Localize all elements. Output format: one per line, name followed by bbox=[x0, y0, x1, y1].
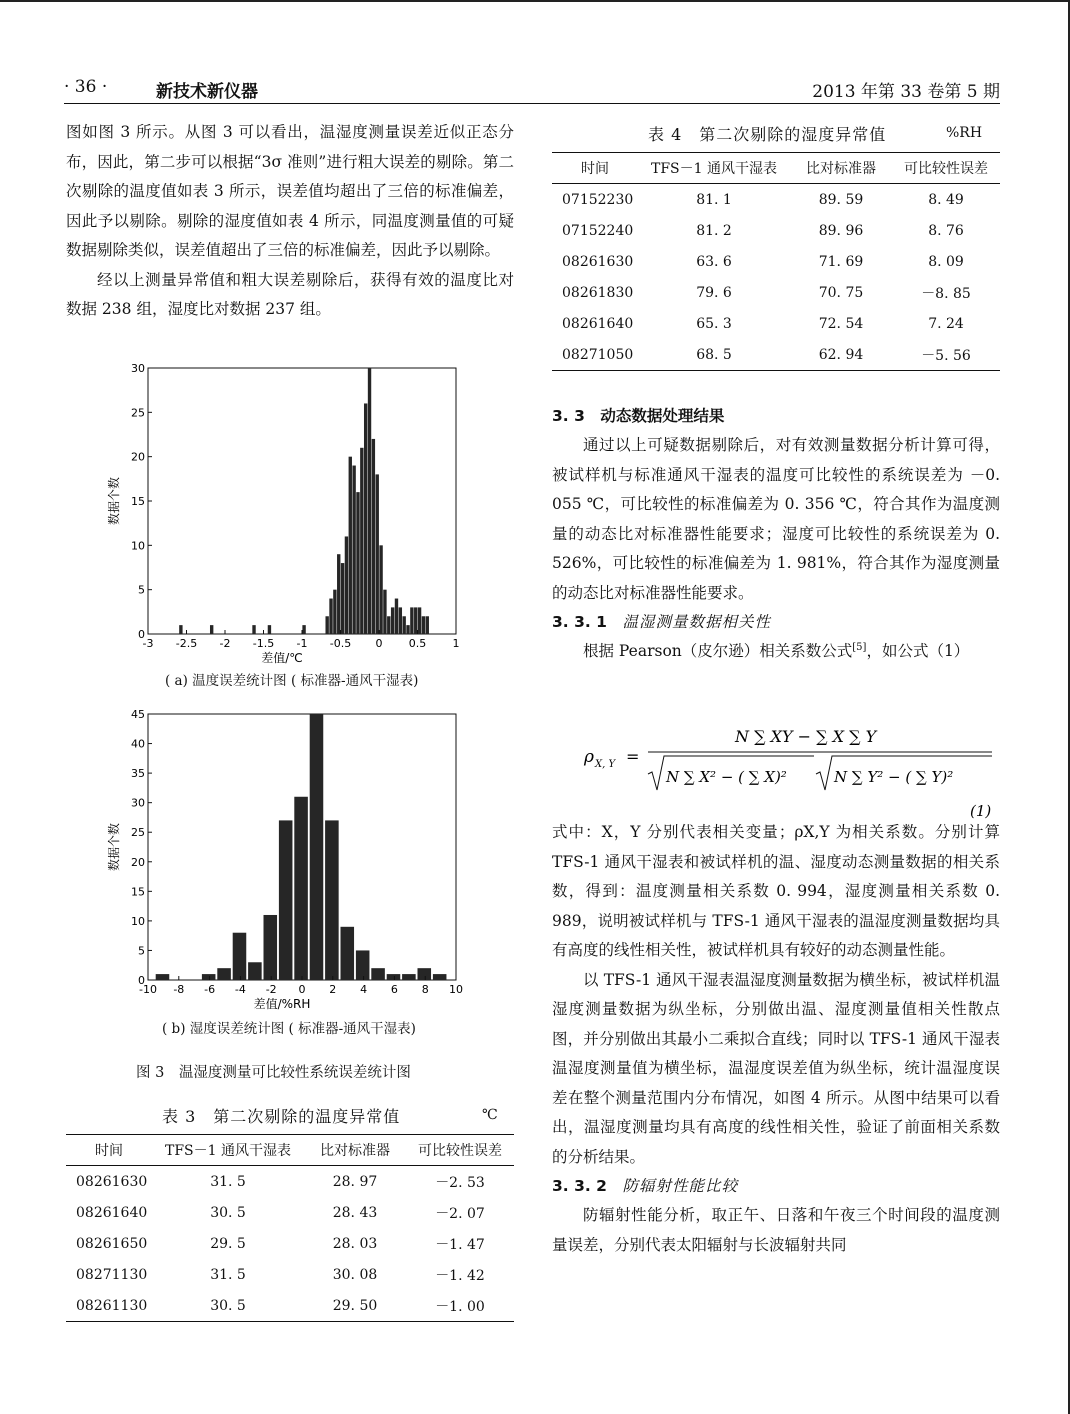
table-header: 可比较性误差 bbox=[406, 1135, 514, 1166]
x-tick-label: 0.5 bbox=[408, 637, 427, 650]
histogram-bar bbox=[422, 616, 425, 634]
table-header: 时间 bbox=[552, 153, 638, 184]
histogram-bar bbox=[402, 616, 405, 634]
histogram-bar bbox=[349, 457, 352, 634]
histogram-bar bbox=[371, 968, 385, 980]
table-cell: 8. 76 bbox=[928, 222, 964, 239]
table-cell: 08261630 bbox=[562, 253, 634, 270]
histogram-bar bbox=[368, 368, 371, 634]
svg-text:N ∑ Y² − ( ∑ Y)²: N ∑ Y² − ( ∑ Y)² bbox=[834, 768, 954, 786]
table-cell: 08261130 bbox=[66, 1290, 152, 1322]
histogram-bar bbox=[360, 448, 363, 634]
table-cell: 28. 97 bbox=[332, 1173, 378, 1190]
table-row bbox=[552, 277, 1000, 308]
table-cell: 81. 2 bbox=[696, 222, 732, 239]
histogram-bar bbox=[210, 625, 213, 634]
y-tick-label: 10 bbox=[131, 914, 145, 928]
table-header: 比对标准器 bbox=[304, 1135, 406, 1166]
pearson-formula bbox=[552, 716, 1000, 826]
histogram-bar bbox=[345, 536, 348, 634]
table-cell: 72. 54 bbox=[818, 315, 864, 332]
x-tick-label: -8 bbox=[173, 983, 185, 996]
table-row bbox=[66, 1228, 514, 1259]
histogram-bar bbox=[379, 545, 382, 634]
histogram-bar bbox=[356, 492, 359, 634]
table-cell: 62. 94 bbox=[790, 339, 892, 371]
paragraph: 图如图 3 所示。从图 3 可以看出，温湿度测量误差近似正态分布，因此，第二步可以根据“3σ 准则”进行粗大误差的剔除。第二次剔除的温度值如表 3 所示，误差值均超出了三倍的标准偏差，因此予以剔除。剔除的湿度值如表 4 所示，同温度测量值的可疑数据剔除类似，误差值超出了三倍的标准偏差，因此予以剔除。 bbox=[66, 123, 514, 259]
table3-title: 表 3 第二次剔除的温度异常值 bbox=[162, 1107, 401, 1126]
page-number: · 36 · bbox=[64, 77, 108, 97]
y-tick-label: 0 bbox=[138, 974, 145, 987]
x-axis-label: 差值/%RH bbox=[253, 997, 311, 1011]
x-tick-label: 6 bbox=[390, 983, 398, 996]
histogram-bar bbox=[356, 950, 370, 980]
histogram-bar bbox=[333, 590, 336, 634]
header-rule bbox=[64, 103, 1000, 104]
table-cell: 70. 75 bbox=[818, 284, 864, 301]
histogram-bar bbox=[233, 933, 247, 980]
x-tick-label: 4 bbox=[360, 983, 368, 996]
histogram-bar bbox=[325, 820, 339, 980]
y-tick-label: 30 bbox=[131, 362, 145, 375]
histogram-bar bbox=[252, 625, 255, 634]
table4-title: 表 4 第二次剔除的湿度异常值 bbox=[648, 125, 887, 144]
histogram-bar bbox=[341, 927, 355, 980]
table-cell: 7. 24 bbox=[928, 315, 964, 332]
x-tick-label: -3 bbox=[142, 637, 154, 650]
table4-unit: %RH bbox=[946, 125, 983, 141]
histogram-bar bbox=[294, 797, 308, 980]
section-number: 3. 3. 1 bbox=[552, 613, 607, 631]
table-cell: 08271130 bbox=[76, 1266, 148, 1283]
y-tick-label: 10 bbox=[131, 539, 145, 553]
y-tick-label: 45 bbox=[131, 708, 145, 721]
table-row bbox=[552, 215, 1000, 246]
y-tick-label: 15 bbox=[131, 885, 145, 899]
table-cell: 79. 6 bbox=[696, 284, 732, 301]
histogram-bar bbox=[264, 915, 278, 980]
table-cell: －8. 85 bbox=[921, 285, 971, 302]
table-cell: 30. 5 bbox=[152, 1290, 304, 1322]
paragraph bbox=[552, 637, 1000, 667]
table-cell: 68. 5 bbox=[638, 339, 790, 371]
running-header bbox=[64, 74, 1000, 104]
table-cell: 07152230 bbox=[562, 191, 634, 208]
histogram-bar bbox=[376, 474, 379, 634]
section-heading-3-3-1 bbox=[552, 608, 1000, 637]
table4 bbox=[552, 152, 1000, 371]
histogram-bar bbox=[302, 625, 305, 634]
table-row bbox=[552, 246, 1000, 277]
table-header: 时间 bbox=[66, 1135, 152, 1166]
histogram-bar bbox=[426, 616, 429, 634]
histogram-bar bbox=[410, 607, 413, 634]
table-cell: －1. 42 bbox=[435, 1267, 485, 1284]
table-cell: 31. 5 bbox=[210, 1266, 246, 1283]
svg-text:N ∑ X² − ( ∑ X)²: N ∑ X² − ( ∑ X)² bbox=[666, 768, 787, 786]
section-title: 温湿测量数据相关性 bbox=[622, 613, 771, 631]
x-tick-label: -4 bbox=[234, 983, 246, 996]
journal-name: 新技术新仪器 bbox=[156, 82, 258, 102]
y-tick-label: 15 bbox=[131, 495, 145, 508]
text-run: 根据 Pearson（皮尔逊）相关系数公式 bbox=[583, 642, 853, 660]
paragraph: 防辐射性能分析，取正午、日落和午夜三个时间段的温度测量误差，分别代表太阳辐射与长波辐射共同 bbox=[552, 1206, 1000, 1254]
histogram-bar bbox=[399, 607, 402, 634]
histogram-bar bbox=[156, 974, 170, 980]
y-tick-label: 40 bbox=[131, 737, 145, 751]
table-row bbox=[552, 339, 1000, 371]
table-cell: 8. 49 bbox=[928, 191, 964, 208]
histogram-bar bbox=[352, 466, 355, 634]
table-row bbox=[552, 184, 1000, 216]
temperature-error-histogram bbox=[100, 362, 480, 687]
table-cell: －1. 00 bbox=[406, 1290, 514, 1322]
x-tick-label: -2.5 bbox=[175, 637, 198, 650]
right-column-lower bbox=[552, 818, 1000, 1260]
histogram-bar bbox=[341, 563, 344, 634]
y-tick-label: 25 bbox=[131, 406, 145, 420]
section-number: 3. 3 bbox=[552, 407, 585, 425]
histogram-bar bbox=[248, 962, 262, 980]
x-tick-label: 8 bbox=[421, 983, 429, 996]
table-cell: 07152240 bbox=[562, 222, 634, 239]
histogram-bar bbox=[433, 974, 447, 980]
histogram-bar bbox=[395, 599, 398, 634]
table-cell: －2. 53 bbox=[435, 1174, 485, 1191]
histogram-bar bbox=[202, 974, 216, 980]
histogram-bar bbox=[391, 607, 394, 634]
figure-caption: 图 3 温湿度测量可比较性系统误差统计图 bbox=[136, 1065, 411, 1081]
paragraph: 经以上测量异常值和粗大误差剔除后，获得有效的温度比对数据 238 组，湿度比对数据 237 组。 bbox=[66, 270, 514, 318]
table-cell: 89. 96 bbox=[818, 222, 864, 239]
histogram-bar bbox=[329, 599, 332, 634]
table-row bbox=[552, 308, 1000, 339]
section-heading-3-3 bbox=[552, 402, 1000, 431]
y-tick-label: 20 bbox=[131, 450, 145, 464]
table-row bbox=[66, 1197, 514, 1228]
histogram-bar bbox=[279, 820, 293, 980]
svg-text:N ∑ XY − ∑ X ∑ Y: N ∑ XY − ∑ X ∑ Y bbox=[735, 727, 877, 746]
table-cell: 30. 5 bbox=[210, 1204, 246, 1221]
histogram-bar bbox=[383, 590, 386, 634]
table-cell: 30. 08 bbox=[332, 1266, 378, 1283]
x-tick-label: 1 bbox=[452, 637, 460, 650]
y-axis-label: 数据个数 bbox=[107, 476, 121, 526]
table-row bbox=[66, 1290, 514, 1322]
section-title: 防辐射性能比较 bbox=[622, 1177, 738, 1195]
table-cell: 63. 6 bbox=[696, 253, 732, 270]
x-tick-label: -0.5 bbox=[329, 637, 352, 650]
equation-number: (1) bbox=[970, 802, 992, 820]
table-header: 可比较性误差 bbox=[892, 153, 1000, 184]
table-row bbox=[66, 1166, 514, 1198]
table-cell: －1. 47 bbox=[435, 1236, 485, 1253]
paragraph: 式中：X，Y 分别代表相关变量；ρX,Y 为相关系数。分别计算 TFS-1 通风干湿表和被试样机的温、湿度动态测量数据的相关系数，得到：温度测量相关系数 0. 994，湿度测量相关系数 0. 989，说明被试样机与 TFS-1 通风干湿表的温湿度测量数据均具有高度的线性相关性，被试样机具有较好的动态测量性能。 bbox=[552, 823, 1000, 959]
x-axis-label: 差值/℃ bbox=[261, 651, 303, 665]
histogram-bar bbox=[325, 616, 328, 634]
histogram-bar bbox=[414, 607, 417, 634]
y-axis-label: 数据个数 bbox=[107, 822, 121, 872]
svg-text:=: = bbox=[626, 747, 640, 766]
histogram-bar bbox=[418, 968, 432, 980]
x-tick-label: -6 bbox=[204, 983, 216, 996]
citation-ref[interactable]: [5] bbox=[852, 641, 867, 653]
histogram-bar bbox=[337, 554, 340, 634]
y-tick-label: 5 bbox=[138, 583, 145, 597]
histogram-bar bbox=[418, 607, 421, 634]
x-tick-label: 2 bbox=[329, 983, 337, 996]
x-tick-label: 10 bbox=[449, 983, 463, 996]
subcaption-a: ( a) 温度误差统计图 ( 标准器-通风干湿表) bbox=[165, 673, 419, 689]
table-cell: 08261640 bbox=[76, 1204, 148, 1221]
histogram-bar bbox=[268, 625, 271, 634]
table3-unit: ℃ bbox=[482, 1107, 498, 1123]
table-cell: 08261640 bbox=[562, 315, 634, 332]
table-cell: 08271050 bbox=[552, 339, 638, 371]
table-cell: －2. 07 bbox=[435, 1205, 485, 1222]
page-border-top bbox=[0, 0, 1070, 2]
y-tick-label: 5 bbox=[138, 944, 145, 958]
plot-frame bbox=[148, 368, 456, 634]
table-header: TFS－1 通风干湿表 bbox=[152, 1135, 304, 1166]
table-cell: 08261650 bbox=[76, 1235, 148, 1252]
histogram-bar bbox=[372, 439, 375, 634]
histogram-bar bbox=[387, 974, 401, 980]
histogram-bar bbox=[364, 403, 367, 634]
text-run: ，如公式（1） bbox=[866, 642, 970, 660]
x-tick-label: -1 bbox=[296, 637, 308, 650]
left-column-text bbox=[66, 118, 514, 325]
table-cell: 81. 1 bbox=[696, 191, 732, 208]
x-tick-label: 0 bbox=[375, 637, 383, 650]
section-title: 动态数据处理结果 bbox=[600, 407, 725, 425]
table-cell: 28. 03 bbox=[332, 1235, 378, 1252]
subcaption-b: ( b) 湿度误差统计图 ( 标准器-通风干湿表) bbox=[162, 1021, 416, 1037]
histogram-bar bbox=[406, 625, 409, 634]
table-cell: 08261830 bbox=[562, 284, 634, 301]
table3 bbox=[66, 1134, 514, 1322]
histogram-bar bbox=[310, 714, 324, 980]
issue-info: 2013 年第 33 卷第 5 期 bbox=[812, 82, 1000, 102]
table-cell: 08261630 bbox=[76, 1173, 148, 1190]
table-cell: 65. 3 bbox=[696, 315, 732, 332]
svg-text:X, Y: X, Y bbox=[595, 759, 616, 770]
humidity-error-histogram bbox=[100, 708, 480, 1023]
y-tick-label: 25 bbox=[131, 826, 145, 840]
svg-text:ρ: ρ bbox=[584, 747, 594, 767]
section-number: 3. 3. 2 bbox=[552, 1177, 607, 1195]
y-tick-label: 20 bbox=[131, 855, 145, 869]
paragraph: 通过以上可疑数据剔除后，对有效测量数据分析计算可得，被试样机与标准通风干湿表的温度可比较性的系统误差为 －0. 055 ℃，可比较性的标准偏差为 0. 356 ℃，符合其作为温度测量的动态比对标准器性能要求；湿度可比较性的系统误差为 0. 526%，可比较性的标准偏差为 1. 981%，符合其作为湿度测量的动态比对标准器性能要求。 bbox=[552, 436, 1000, 602]
y-tick-label: 0 bbox=[138, 628, 145, 641]
table-cell: 89. 59 bbox=[818, 191, 864, 208]
x-tick-label: -2 bbox=[219, 637, 231, 650]
right-column-upper bbox=[552, 402, 1000, 667]
section-heading-3-3-2 bbox=[552, 1172, 1000, 1201]
histogram-bar bbox=[387, 616, 390, 634]
x-tick-label: 0 bbox=[298, 983, 306, 996]
paragraph: 以 TFS-1 通风干湿表温湿度测量数据为横坐标，被试样机温湿度测量数据为纵坐标，分别做出温、湿度测量值相关性散点图，并分别做出其最小二乘拟合直线；同时以 TFS-1 通风干湿表温湿度测量值为横坐标，温湿度误差值为纵坐标，统计温湿度误差在整个测量范围内分布情况，如图 4 所示。从图中结果可以看出，温湿度测量均具有高度的线性相关性，验证了前面相关系数的分析结果。 bbox=[552, 970, 1000, 1166]
table-cell: 8. 09 bbox=[928, 253, 964, 270]
table-cell: 29. 50 bbox=[304, 1290, 406, 1322]
histogram-bar bbox=[402, 974, 416, 980]
histogram-bar bbox=[217, 968, 231, 980]
table-header: 比对标准器 bbox=[790, 153, 892, 184]
table-cell: 28. 43 bbox=[332, 1204, 378, 1221]
table-cell: －5. 56 bbox=[892, 339, 1000, 371]
table-row bbox=[66, 1259, 514, 1290]
y-tick-label: 30 bbox=[131, 796, 145, 810]
x-tick-label: -1.5 bbox=[252, 637, 275, 650]
table-cell: 71. 69 bbox=[818, 253, 864, 270]
x-tick-label: -10 bbox=[139, 983, 157, 996]
histogram-bar bbox=[179, 625, 182, 634]
y-tick-label: 35 bbox=[131, 767, 145, 781]
table-header: TFS－1 通风干湿表 bbox=[638, 153, 790, 184]
table-cell: 31. 5 bbox=[210, 1173, 246, 1190]
x-tick-label: -2 bbox=[265, 983, 277, 996]
table-cell: 29. 5 bbox=[210, 1235, 246, 1252]
